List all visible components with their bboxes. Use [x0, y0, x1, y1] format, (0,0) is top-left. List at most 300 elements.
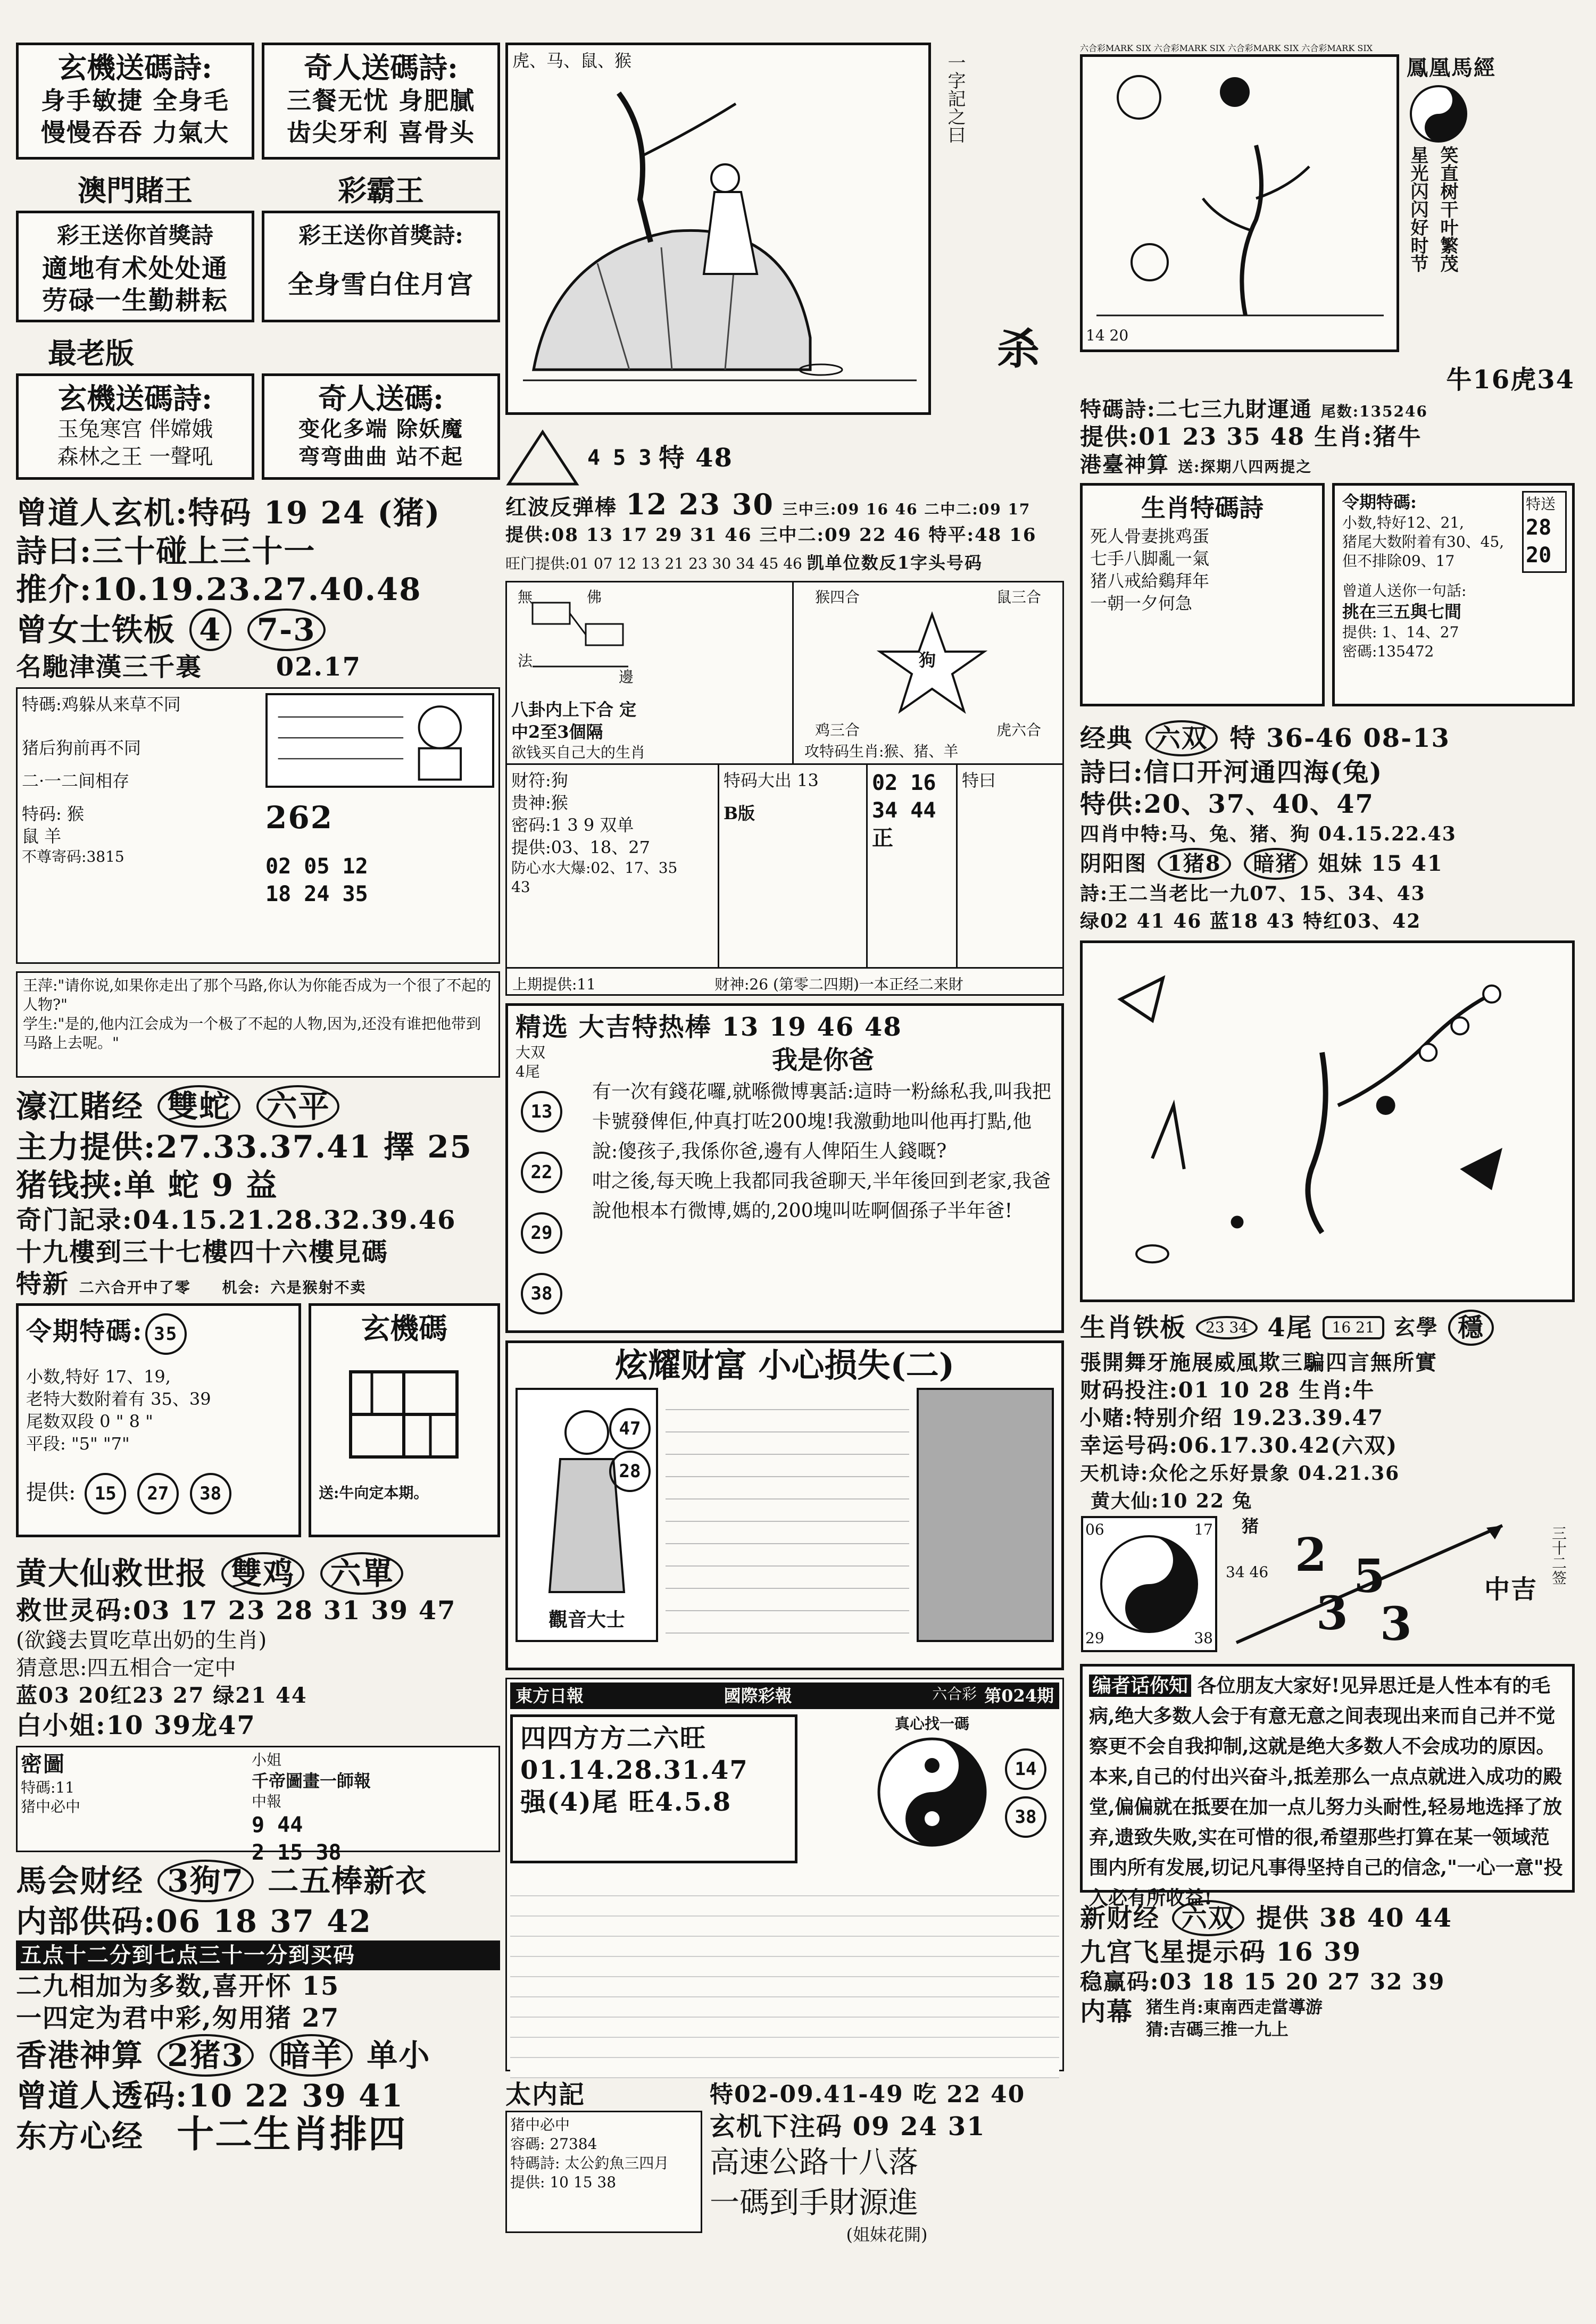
zhang-kai: 張開舞牙施展威風欺三騙四言無所實	[1080, 1350, 1437, 1375]
wang-men-text: 旺门提供:01 07 12 13 21 23 30 34 45 46	[505, 555, 802, 572]
xiao-du: 小赌:特别介绍 19.23.39.47	[1080, 1405, 1384, 1430]
circled-label: 六單	[320, 1552, 403, 1595]
yy-tail: 姐妹 15 41	[1318, 851, 1443, 876]
xuan-ji-ma-title: 玄機碼	[361, 1311, 447, 1345]
ling-line: 小数,特好 17、19,	[26, 1367, 171, 1387]
bagua-dao: 邊	[619, 668, 634, 686]
poem-line: 弯弯曲曲 站不起	[298, 444, 463, 469]
di-024: 第024期	[984, 1686, 1054, 1706]
ti-gong2: 提供:03、18、27	[511, 837, 650, 857]
section-title: 彩霸王	[338, 173, 424, 207]
poem-title: 玄機送碼詩:	[58, 51, 212, 85]
hong-bo-nums: 12 23 30	[625, 487, 774, 521]
gang-sub: 送:探期八四两提之	[1177, 458, 1312, 476]
poem-line: 森林之王 一聲吼	[57, 445, 213, 469]
ling-tm: 令期特碼:	[26, 1317, 143, 1346]
te-ma-shi-val: 太公釣魚三四月	[564, 2154, 669, 2172]
yin-yang-line	[1080, 848, 1575, 880]
lq-line: 小数,特好12、21,	[1342, 514, 1465, 531]
poem-title: 玄機送碼詩:	[58, 381, 212, 415]
big-num: 2	[1295, 1528, 1328, 1582]
tm-nums: 02 05 12	[265, 854, 368, 879]
circled-label: 16 21	[1323, 1316, 1384, 1339]
cartoon-illustration	[265, 693, 494, 788]
lq-title: 令期特碼:	[1342, 492, 1417, 512]
bagua-table-box	[505, 581, 1064, 996]
fine-print-block	[510, 1876, 1059, 2078]
ceng-nv-title: 曾女士铁板	[16, 612, 176, 648]
xuan-yao-title: 炫耀财富 小心损失(二)	[614, 1346, 955, 1385]
ceng-yi2: 挑在三五與七間	[1342, 602, 1462, 622]
jing-dian-section	[1080, 720, 1575, 935]
shi-er-title: 十二生肖排四	[177, 2112, 407, 2156]
taiji-arrow-row	[1080, 1515, 1575, 1659]
zhen-xin: 真心找一碼	[894, 1715, 969, 1732]
zhu-label: 猪	[1242, 1516, 1259, 1536]
ling-text: 六是猴射不卖	[270, 1279, 367, 1296]
star-panel	[794, 582, 1062, 763]
story-body: 咁之後,每天晚上我都同我爸聊天,半年後回到老家,我爸說他根本冇微博,媽的,200塊叫咗啊個孫子半年爸!	[592, 1170, 1051, 1222]
lou-line: 十九樓到三十七樓四十六樓見碼	[16, 1237, 389, 1267]
fang-xin: 防心水大爆:02、17、35	[511, 859, 678, 877]
hx-num: 29	[1085, 1629, 1104, 1647]
bai-xiao-line: 白小姐:10 39龙47	[16, 1711, 256, 1740]
mi-text: 千帝圖畫一師報	[252, 1771, 371, 1791]
zhu-kuai-line: 猪钱挟:单 蛇 9 益	[16, 1167, 278, 1203]
cai-shen: 财神:26 (第零二四期)一本正经二来財	[714, 976, 963, 993]
te-song-num: 20	[1526, 543, 1552, 568]
hong-bo-tail: 三中三:09 16 46 二中二:09 17	[782, 501, 1031, 518]
tm-nums: 18 24 35	[265, 882, 368, 906]
guan-num: 47	[609, 1408, 651, 1450]
pic4-label: 猴四合	[815, 588, 860, 606]
middle-column	[505, 43, 1064, 2246]
text-block	[666, 1388, 909, 1638]
dong-fang-title: 东方心经	[16, 2118, 144, 2154]
huang-title-line	[16, 1552, 500, 1595]
hx-num: 38	[1194, 1629, 1213, 1647]
cai-mi-line: 猜意思:四五相合一定中	[16, 1656, 236, 1680]
poem-line: 三餐无忧 身肥膩	[286, 86, 475, 115]
rong-line	[510, 2135, 697, 2154]
mi-lbl: 小姐	[252, 1751, 282, 1769]
gong-da: 攻特码生肖:猴、猪、羊	[804, 743, 959, 760]
tm-text: 鸡躲从来草不同	[61, 694, 181, 714]
poem-title: 奇人送碼詩:	[304, 51, 458, 85]
circled-label: 暗羊	[270, 2034, 353, 2077]
tm-code-label: 不尊寄码:	[22, 848, 87, 865]
te-ma-shi-label: 特碼詩:	[510, 2154, 560, 2172]
story-balls	[516, 1081, 585, 1324]
provide-ball: 15	[85, 1473, 126, 1514]
poem-line: 身手敏捷 全身毛	[40, 86, 229, 115]
si-si-box	[510, 1714, 797, 1863]
provide-ball: 38	[190, 1473, 231, 1514]
story-ball: 13	[521, 1091, 562, 1132]
ti-line	[510, 2173, 697, 2192]
poem-line: 詩曰:三十碰上三十一	[16, 533, 316, 569]
jie-mei: (姐妹花開)	[846, 2225, 928, 2245]
mi-nums: 9 44	[252, 1813, 303, 1837]
yy-num: 14	[1005, 1748, 1046, 1790]
provide-line	[26, 1471, 291, 1517]
xin-cai-line	[1080, 1900, 1575, 1936]
story-body: 有一次有錢花囉,就喺微博裏話:這時一粉絲私我,叫我把卡號發俾佢,仲真打咗200塊!我激動地叫他再打點,他說:傻孩子,我係你爸,邊有人俾陌生人錢嘅?	[592, 1081, 1052, 1162]
te-ma-shi-line	[510, 2154, 697, 2173]
xiang-gang-line	[16, 2034, 500, 2077]
poem-line: 劳碌一生勤耕耘	[41, 286, 228, 315]
triangle-icon	[505, 429, 580, 487]
side-vertical-text: 一字記之曰	[944, 53, 966, 144]
ming-chi-line	[16, 651, 500, 683]
pic-nums: 14 20	[1086, 327, 1129, 344]
editor-title: 编者话你知	[1089, 1675, 1191, 1697]
jd-tail: 特 36-46 08-13	[1229, 723, 1450, 753]
dong-fang-ri: 東方日報	[516, 1686, 584, 1706]
tm-label: 特碼:	[22, 694, 62, 714]
poem-box-qiren-2	[262, 373, 500, 480]
ling-line: 平段: "5" "7"	[26, 1434, 130, 1454]
shi-yi: 詩曰:信口开河通四海(兔)	[1080, 757, 1383, 787]
bagua-panel	[507, 582, 794, 763]
ming-chi-text: 名馳津漢三千裏	[16, 652, 203, 682]
zhu-sx: 猪生肖:東南西走當導游	[1146, 1997, 1323, 2017]
special-label: 特码:	[22, 804, 62, 824]
te-song-box	[1522, 491, 1567, 573]
lv-text: 绿02 41 46 蓝18 43 特红03、42	[1080, 910, 1422, 932]
san-shi: 三十二签	[1550, 1526, 1567, 1585]
te-xin-line	[16, 1268, 500, 1300]
xc-tail: 提供 38 40 44	[1256, 1903, 1452, 1933]
tai-nums: 特02-09.41-49 吃 22 40	[710, 2081, 1026, 2108]
student-story-box	[16, 971, 500, 1078]
si-xiao: 四肖中特:马、兔、猪、狗 04.15.22.43	[1080, 823, 1457, 845]
ling-tm-line	[26, 1311, 291, 1357]
poem-line: 玉兔寒宫 伴嫦娥	[57, 417, 213, 442]
ling-qi-box	[16, 1303, 301, 1537]
section-title: 澳門賭王	[78, 173, 193, 207]
zhuli-line	[16, 1128, 500, 1166]
bagua-fa: 法	[518, 652, 533, 670]
ceng-yi: 曾道人送你一句話:	[1342, 582, 1467, 599]
circled-label: 穩	[1448, 1310, 1494, 1346]
te-xin: 特新	[16, 1269, 70, 1299]
te-shi-line	[1080, 396, 1575, 423]
sx-title: 生肖特碼詩	[1141, 494, 1264, 522]
circled-label: 雙蛇	[157, 1085, 240, 1128]
haojiang-title-line	[16, 1085, 500, 1128]
circled-label: 六双	[1145, 720, 1218, 756]
yi-ma: 一碼到手財源進	[710, 2186, 918, 2220]
yi-si-line: 一四定为君中彩,匆用猪 27	[16, 2003, 340, 2033]
yu-qian-line: (欲錢去買吃草出奶的生肖)	[16, 1628, 267, 1653]
cartoon-drawing	[268, 695, 492, 786]
jiu-shi-line: 救世灵码:03 17 23 28 31 39 47	[16, 1596, 456, 1626]
poem-line: 適地有术处处通	[41, 254, 228, 284]
poem-vertical: 星光闪闪好时节	[1407, 146, 1428, 272]
yin-yang: 阴阳图	[1080, 851, 1147, 876]
mima: 密碼:135472	[1342, 643, 1434, 660]
circled-label: 2猪3	[157, 2034, 254, 2077]
story-tag: 4尾	[516, 1063, 540, 1080]
tm-code: 3815	[86, 848, 124, 865]
circled-label: 23 34	[1196, 1316, 1258, 1339]
ceng-dao-line: 曾道人透码:10 22 39 41	[16, 2078, 404, 2114]
cai-ma: 财码投注:01 10 28 生肖:牛	[1080, 1378, 1375, 1403]
story-tag: 大双	[516, 1044, 546, 1061]
te-song: 特送	[1526, 495, 1556, 513]
mi-title: 密圖	[21, 1752, 65, 1777]
zhu-zhong: 猪中必中	[510, 2116, 570, 2134]
photo-placeholder	[917, 1388, 1054, 1642]
hong-bo-title: 红波反弹棒	[505, 495, 617, 520]
ti-label: 提供:	[510, 2173, 545, 2191]
special-animal: 猴	[66, 804, 84, 824]
dong-fang-line	[16, 2112, 500, 2156]
niu-hu: 牛16虎34	[1446, 365, 1575, 395]
story-ball: 38	[521, 1273, 562, 1314]
te-ri-panel	[958, 765, 1062, 967]
xuan-yao-box	[505, 1340, 1064, 1670]
gang-tai: 港臺神算	[1080, 452, 1169, 477]
xin-cai: 新财经	[1080, 1903, 1160, 1933]
story-ball: 29	[521, 1212, 562, 1254]
sheng-xiao-poem-box	[1080, 483, 1325, 706]
side-bottom: 杀	[997, 324, 1041, 374]
tie-ban-line	[1080, 1310, 1575, 1346]
bottom-mid-row	[505, 2079, 1064, 2246]
tm-code-line	[22, 847, 258, 867]
pic-caption: 虎、马、鼠、猴	[512, 51, 632, 71]
poem-box-qiren	[262, 43, 500, 160]
plum-illustration	[1086, 946, 1569, 1296]
tm-line	[22, 693, 258, 715]
right-column	[1080, 43, 1575, 2040]
si-tail: 强(4)尾 旺4.5.8	[520, 1787, 732, 1817]
guo-bao-box	[505, 1678, 1064, 2071]
huang-title: 黄大仙救世报	[16, 1555, 208, 1592]
te-ri: 特曰	[962, 770, 996, 790]
xuan-ji-ma-box	[309, 1303, 500, 1537]
xiang-gang-right: 单小	[367, 2037, 431, 2073]
xiang-gang-title: 香港神算	[16, 2037, 144, 2073]
vertical-side-box	[938, 43, 1064, 415]
poem-vertical: 笑直树干叶繁茂	[1437, 146, 1458, 272]
bagua-fo: 佛	[587, 588, 602, 606]
lq-line: 猪尾大数附着有30、45,	[1342, 533, 1504, 551]
bagua-sub: 欲钱买自己大的生肖	[511, 744, 646, 761]
rock-picture-box	[505, 43, 931, 415]
te-shi: 特碼詩:二七三九財運通	[1080, 397, 1312, 422]
ceng-dao-ren-line: 曾道人玄机:特码 19 24 (猪)	[16, 495, 441, 531]
hx-num: 06	[1085, 1521, 1104, 1538]
poem-title: 彩王送你首獎詩	[56, 222, 213, 248]
mi-ma: 密码:1 3 9 双单	[511, 815, 634, 835]
rong-label: 容碼:	[510, 2135, 545, 2153]
huang-xian: 黄大仙:10 22 兔	[1091, 1490, 1253, 1512]
feng-huang-title: 鳳凰馬經	[1407, 55, 1496, 80]
haojiang-section	[16, 1085, 500, 1300]
bagua-text: 八卦内上下合 定中2至3個隔	[511, 699, 637, 742]
ling-num: 35	[145, 1313, 187, 1355]
ma-hui-section	[16, 1860, 500, 2155]
poem-title: 彩王送你首獎詩:	[298, 222, 463, 248]
taiji-icon	[1407, 82, 1470, 146]
ji-ta: 特码大出 13	[724, 770, 819, 790]
huang-da-xian-section	[16, 1552, 500, 1742]
ti-gong-line: 提供:08 13 17 29 31 46 三中二:09 22 46 特平:48 16	[505, 524, 1037, 546]
provide-ball: 27	[137, 1473, 179, 1514]
si-nums: 01.14.28.31.47	[520, 1755, 749, 1785]
poem-line: 变化多端 除妖魔	[298, 417, 463, 442]
xuan-xue: 玄學	[1393, 1315, 1439, 1340]
pic4-label: 鼠三合	[996, 588, 1041, 606]
nei-bu-line: 内部供码:06 18 37 42	[16, 1903, 372, 1939]
poem-box-xuanji	[16, 43, 254, 160]
mi-foot: 2 15 38	[252, 1840, 342, 1865]
jing-xuan-line	[516, 1011, 1054, 1043]
yin-yang-panel	[805, 1714, 1059, 1871]
zhu-cai: 猜:吉碼三推一九上	[1146, 2019, 1289, 2039]
shang-qi: 上期提供:11	[512, 976, 596, 993]
tb-4: 4尾	[1267, 1313, 1313, 1343]
wei-shu: 尾数:135246	[1320, 403, 1428, 420]
gang-tai-line	[1080, 451, 1575, 479]
jing-dian-line	[1080, 720, 1575, 756]
plum-blossom-picture	[1080, 940, 1575, 1302]
er-yi-line: 二·一二间相存	[22, 771, 130, 791]
poem-line: 全身雪白住月宫	[287, 270, 474, 299]
guo-bao: 國際彩報	[724, 1686, 792, 1706]
sx-line: 一朝一夕何急	[1090, 593, 1193, 613]
wen-ma: 稳赢码:03 18 15 20 27 32 39	[1080, 1969, 1445, 1995]
tian-ji: 天机诗:众伦之乐好景象 04.21.36	[1080, 1462, 1400, 1485]
yin-yang-icon	[874, 1734, 991, 1851]
ji-ta-panel	[719, 765, 868, 967]
mi-tm: 特碼:11	[21, 1779, 75, 1796]
ling-qi-te-ma-box	[1332, 483, 1575, 706]
ti-gong-line: 提供:01 23 35 48 生肖:猪牛	[1080, 423, 1422, 451]
jing-dian: 经典	[1080, 723, 1134, 753]
hong-bo-line	[505, 487, 1064, 521]
zhu-hou-line: 猪后狗前再不同	[22, 738, 142, 758]
taiji-panel	[1080, 1515, 1218, 1653]
cai-cai: 财符:狗	[511, 770, 568, 790]
tri-nums: 4 5 3	[587, 446, 652, 470]
zhong-ji: 中吉	[1484, 1575, 1537, 1604]
ceng-nv-line	[16, 609, 500, 651]
circled-label: 1猪8	[1158, 848, 1231, 880]
qi-men-line: 奇门記录:04.15.21.28.32.39.46	[16, 1205, 456, 1235]
xing-yun: 幸运号码:06.17.30.42(六双)	[1080, 1433, 1398, 1458]
gui-shen: 贵神:猴	[511, 793, 568, 813]
arrow-number-panel	[1226, 1515, 1575, 1659]
wu-dian-line: 五点十二分到七点三十一分到买码	[16, 1940, 500, 1970]
da-chi: 大吉特热棒 13 19 46 48	[578, 1012, 902, 1042]
gao-su: 高速公路十八落	[710, 2145, 918, 2180]
ling-line: 尾数双段 0 " 8 "	[26, 1411, 153, 1431]
liu-he: 六合彩	[932, 1685, 977, 1703]
ti-nums: 10 15 38	[550, 2173, 617, 2191]
wang-men-tail: 凯单位数反1字头号码	[807, 553, 983, 573]
zhu-zhong-box	[505, 2111, 702, 2233]
send-text: 送:牛向定本期。	[319, 1484, 429, 1502]
hx-num: 17	[1194, 1521, 1213, 1538]
recommend-line: 推介:10.19.23.27.40.48	[16, 571, 422, 607]
circled-label: 六平	[256, 1085, 339, 1128]
special-code-box	[16, 687, 500, 964]
yy-num: 38	[1005, 1796, 1046, 1838]
lan-lv-line: 蓝03 20红23 27 绿21 44	[16, 1683, 307, 1708]
er-jiu-line: 二九相加为多数,喜开怀 15	[16, 1971, 340, 2001]
plant-illustration	[1086, 60, 1394, 326]
story-ball: 22	[521, 1152, 562, 1193]
feng-huang-panel	[1407, 54, 1575, 360]
te-xin-sub: 二六合开中了零	[79, 1279, 191, 1296]
tie-ban-title: 生肖铁板	[1080, 1313, 1187, 1343]
editor-note-box	[1080, 1664, 1575, 1909]
circled-label: 7-3	[247, 609, 326, 651]
big-num: 3	[1380, 1597, 1413, 1651]
ling-label: 机会:	[222, 1279, 261, 1296]
zhuli-right: 擇 25	[384, 1129, 472, 1165]
nei-zhu: 内幕	[1080, 1997, 1134, 2027]
gui-nums-panel	[868, 765, 958, 967]
pic4-label: 虎六合	[996, 721, 1041, 739]
lq-line: 但不排除09、17	[1342, 552, 1455, 570]
rong-val: 27384	[550, 2135, 597, 2153]
circled-label: 暗猪	[1244, 848, 1308, 880]
ma-hui-text: 二五棒新衣	[268, 1863, 428, 1899]
pic4-label: 鸡三合	[815, 721, 860, 739]
provide-label: 提供:	[26, 1480, 76, 1505]
ma-hui-title: 馬会财经	[16, 1863, 144, 1899]
te-48: 特 48	[659, 443, 733, 473]
b-ban: B版	[724, 803, 755, 823]
sx-line: 猪八戒給鷄拜年	[1090, 571, 1210, 591]
circled-label: 六双	[1172, 1900, 1244, 1936]
haojiang-title: 濠江賭经	[16, 1088, 144, 1124]
poem-box-xuanji-2	[16, 373, 254, 480]
section-title: 最老版	[48, 336, 134, 370]
story-text: 学生:"是的,他内江会成为一个极了不起的人物,因为,还没有谁把他带到马路上去呢。"	[23, 1015, 481, 1052]
zhu-nums: 34 46	[1226, 1563, 1269, 1581]
gui-nums: 02 16 34 44 正	[872, 771, 936, 851]
ceng-dao-ren-section	[16, 494, 500, 683]
cai-fu-panel	[507, 765, 719, 967]
te-song-num: 28	[1526, 515, 1552, 540]
guanyin-illustration	[516, 1388, 658, 1642]
sx-line: 死人骨妻挑鸡蛋	[1090, 526, 1210, 546]
poem-title: 奇人送碼:	[318, 381, 444, 415]
poem-box-caiwang	[16, 211, 254, 322]
poem-box-caiwang-2	[262, 211, 500, 322]
editor-text: 各位朋友大家好!见异思迁是人性本有的毛病,绝大多数人会于有意无意之间表现出来而自己并不觉察更不会自我抑制,这就是绝大多数人不会成功的原因。本来,自己的付出兴奋斗,抵差那么一点点就进入成功的殿堂,偏偏就在抵要在加一点儿努力头耐性,轻易地选择了放弃,遗致失败,实在可惜的很,希望那些打算在某一领域范围内所有发展,切记凡事得坚持自己的信念,"一心一意"投入必有所收益!	[1089, 1675, 1563, 1909]
mi-text2: 猪中必中	[21, 1798, 81, 1815]
jie-n: 提供: 1、14、27	[1342, 623, 1459, 641]
guanyin-label: 觀音大士	[548, 1609, 625, 1631]
xuan-ji-grid	[319, 1345, 489, 1484]
fang-n: 43	[511, 878, 530, 896]
left-column	[16, 43, 500, 2155]
si-si: 四四方方二六旺	[520, 1723, 707, 1753]
bagua-top: 無	[518, 588, 533, 606]
pic4-center: 狗	[919, 650, 936, 670]
guan-num: 28	[609, 1451, 651, 1492]
special-line	[22, 803, 258, 825]
circled-label: 雙鸡	[221, 1552, 304, 1595]
editor-note	[1089, 1671, 1566, 1913]
